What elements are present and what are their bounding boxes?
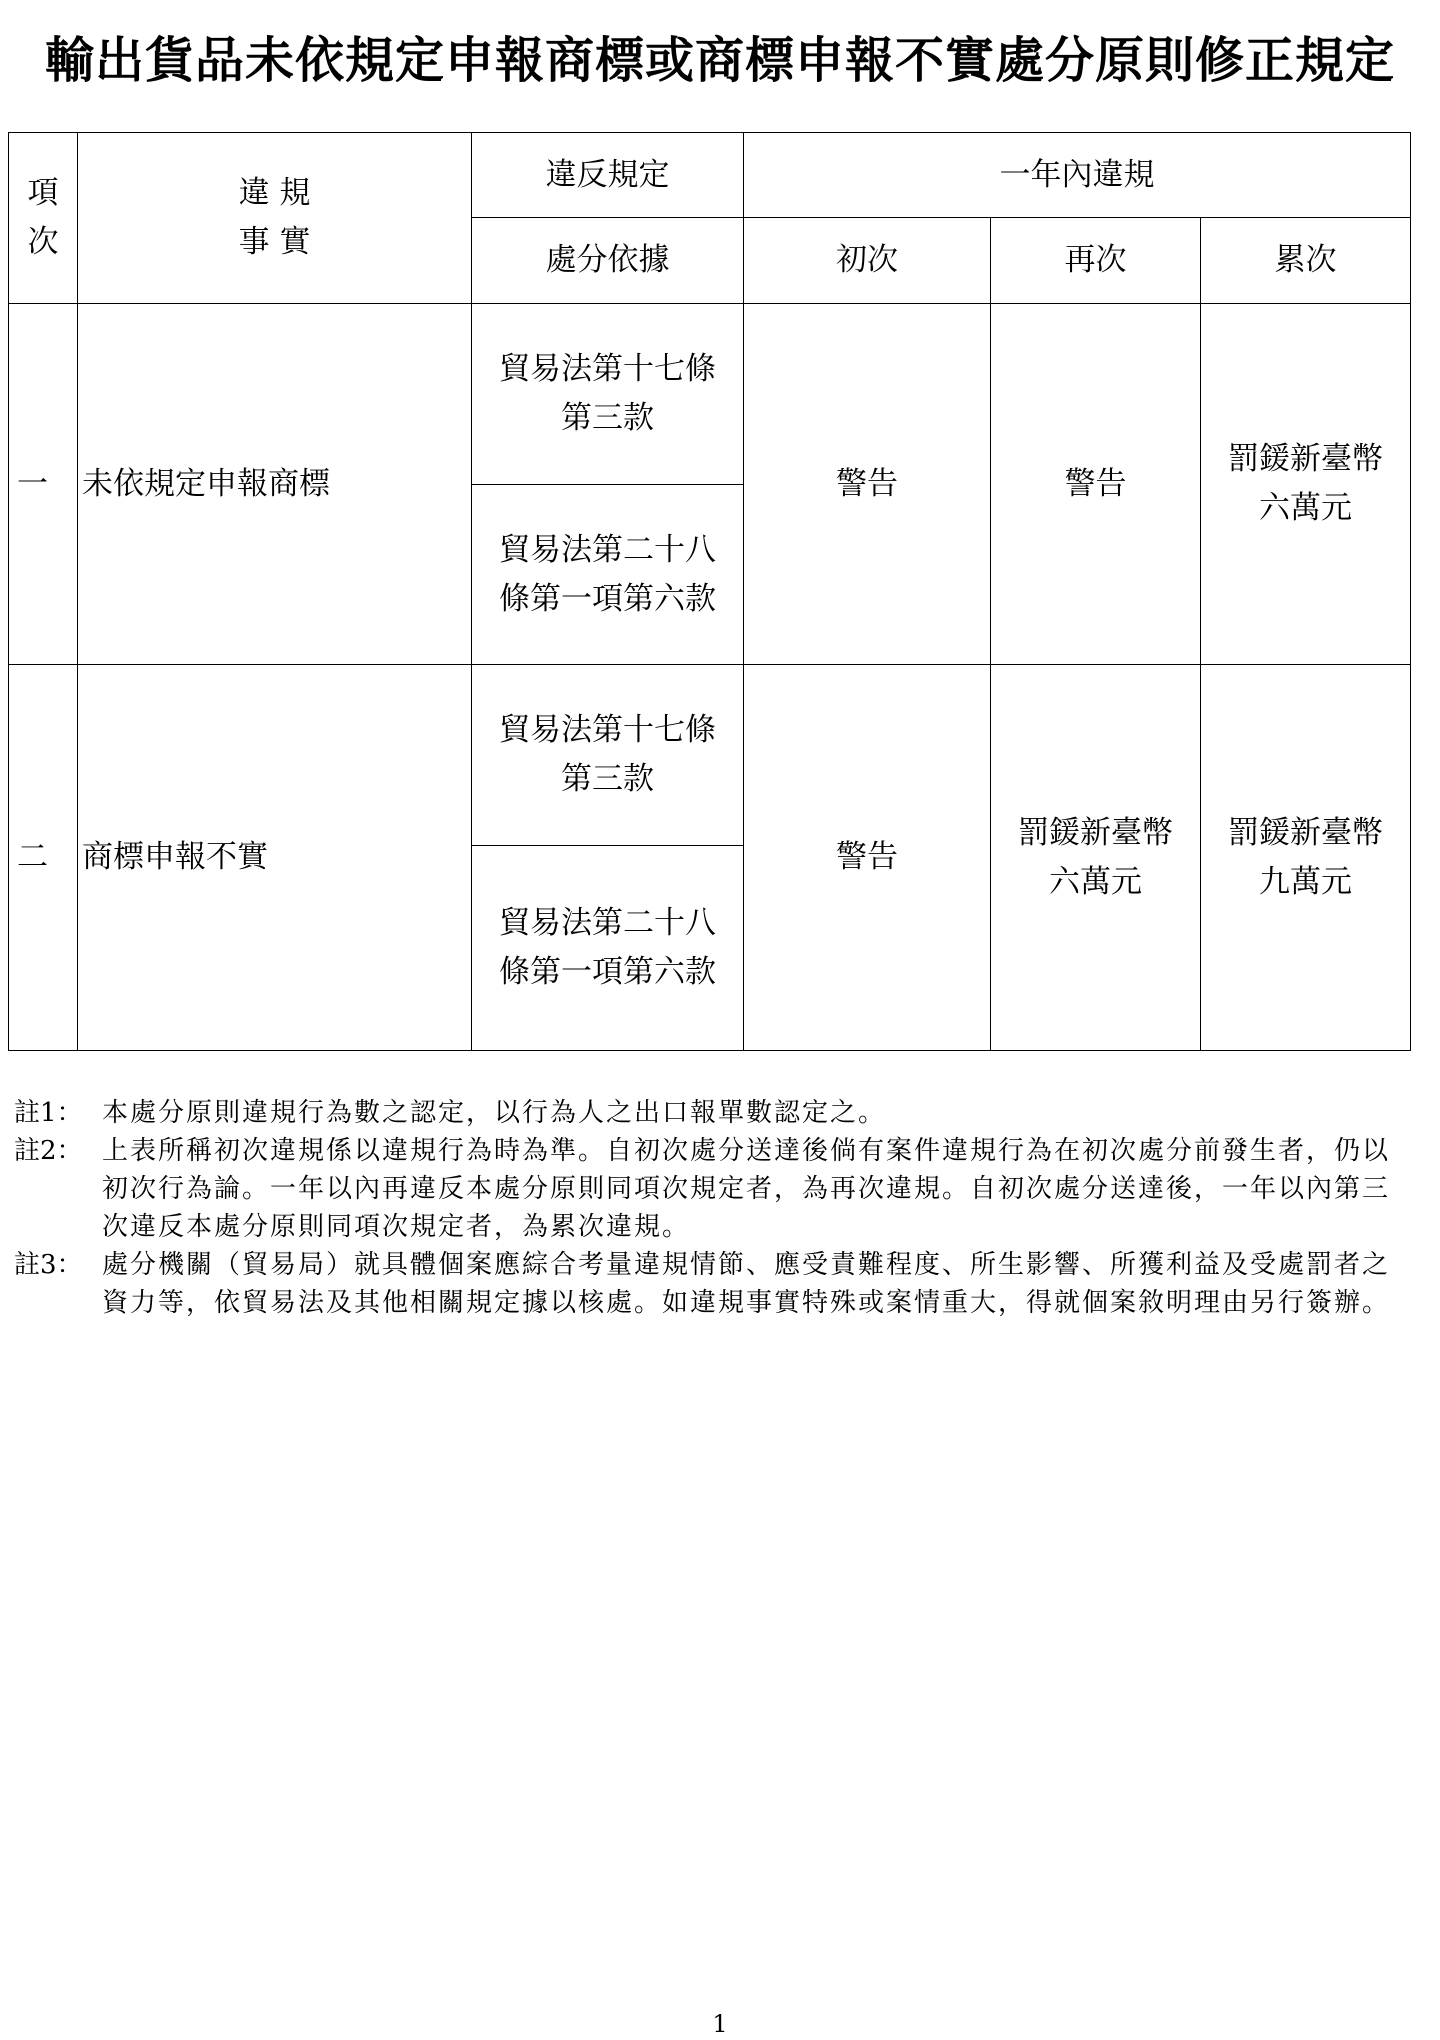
header-violated-rule: 違反規定 xyxy=(472,133,744,218)
table-row xyxy=(9,665,1411,846)
note-2-text: 上表所稱初次違規係以違規行為時為準。自初次處分送達後倘有案件違規行為在初次處分前發生者，仍以初次行為論。一年以內再違反本處分原則同項次規定者，為再次違規。自初次處分送達後，一年以內第三次違反本處分原則同項次規定者，為累次違規。 xyxy=(102,1136,1391,1242)
row-1-basis-2 xyxy=(472,485,744,665)
row-1-second: 警告 xyxy=(991,304,1201,665)
row-2-first: 警告 xyxy=(744,665,991,1051)
notes-section xyxy=(14,1094,1414,1322)
note-1-label: 註1： xyxy=(14,1098,83,1128)
row-1-cumulative-line2: 六萬元 xyxy=(1259,490,1352,526)
header-item-no-line1: 項 xyxy=(27,175,59,211)
row-1-basis-1-line1: 貿易法第十七條 xyxy=(499,351,716,387)
row-1-no: 一 xyxy=(9,304,78,665)
header-second: 再次 xyxy=(991,218,1201,304)
row-2-cumulative xyxy=(1201,665,1411,1051)
header-cumulative: 累次 xyxy=(1201,218,1411,304)
row-1-basis-2-line2: 條第一項第六款 xyxy=(499,580,716,617)
header-item-no xyxy=(9,133,78,304)
header-fact-line2: 事 實 xyxy=(238,224,311,260)
header-within-year: 一年內違規 xyxy=(744,133,1411,218)
note-2-label: 註2： xyxy=(14,1136,83,1166)
note-3 xyxy=(14,1246,1414,1322)
penalty-table xyxy=(8,132,1411,1051)
row-1-basis-2-line1: 貿易法第二十八 xyxy=(499,531,716,568)
row-2-no: 二 xyxy=(9,665,78,1051)
row-2-basis-1-line1: 貿易法第十七條 xyxy=(499,712,716,748)
row-2-cumulative-line1: 罰鍰新臺幣 xyxy=(1228,814,1383,851)
note-1 xyxy=(14,1094,1414,1132)
note-2 xyxy=(14,1132,1414,1246)
row-2-second-line1: 罰鍰新臺幣 xyxy=(1018,814,1173,851)
note-3-text: 處分機關（貿易局）就具體個案應綜合考量違規情節、應受責難程度、所生影響、所獲利益及受處罰者之資力等，依貿易法及其他相關規定據以核處。如違規事實特殊或案情重大，得就個案敘明理由另行簽辦。 xyxy=(102,1250,1391,1318)
header-item-no-line2: 次 xyxy=(27,224,59,260)
note-3-label: 註3： xyxy=(14,1250,83,1280)
header-row-1 xyxy=(9,133,1411,218)
row-1-fact: 未依規定申報商標 xyxy=(78,304,472,665)
row-2-cumulative-line2: 九萬元 xyxy=(1259,863,1352,900)
row-1-basis-1 xyxy=(472,304,744,485)
row-1-first: 警告 xyxy=(744,304,991,665)
row-1-cumulative-line1: 罰鍰新臺幣 xyxy=(1228,441,1383,477)
row-2-basis-1-line2: 第三款 xyxy=(561,761,654,797)
row-2-basis-2-line2: 條第一項第六款 xyxy=(499,954,716,990)
row-1-basis-1-line2: 第三款 xyxy=(561,400,654,436)
header-first: 初次 xyxy=(744,218,991,304)
row-1-cumulative xyxy=(1201,304,1411,665)
note-1-text: 本處分原則違規行為數之認定，以行為人之出口報單數認定之。 xyxy=(102,1098,887,1128)
row-2-fact: 商標申報不實 xyxy=(78,665,472,1051)
row-2-basis-2 xyxy=(472,846,744,1051)
page-title: 輸出貨品未依規定申報商標或商標申報不實處分原則修正規定 xyxy=(44,32,1395,89)
page-number: 1 xyxy=(712,2010,728,2038)
row-2-second xyxy=(991,665,1201,1051)
header-basis: 處分依據 xyxy=(472,218,744,304)
header-violation-fact xyxy=(78,133,472,304)
row-2-second-line2: 六萬元 xyxy=(1049,863,1142,900)
row-2-basis-1 xyxy=(472,665,744,846)
table-row xyxy=(9,304,1411,485)
header-fact-line1: 違 規 xyxy=(238,175,311,211)
row-2-basis-2-line1: 貿易法第二十八 xyxy=(499,905,716,941)
